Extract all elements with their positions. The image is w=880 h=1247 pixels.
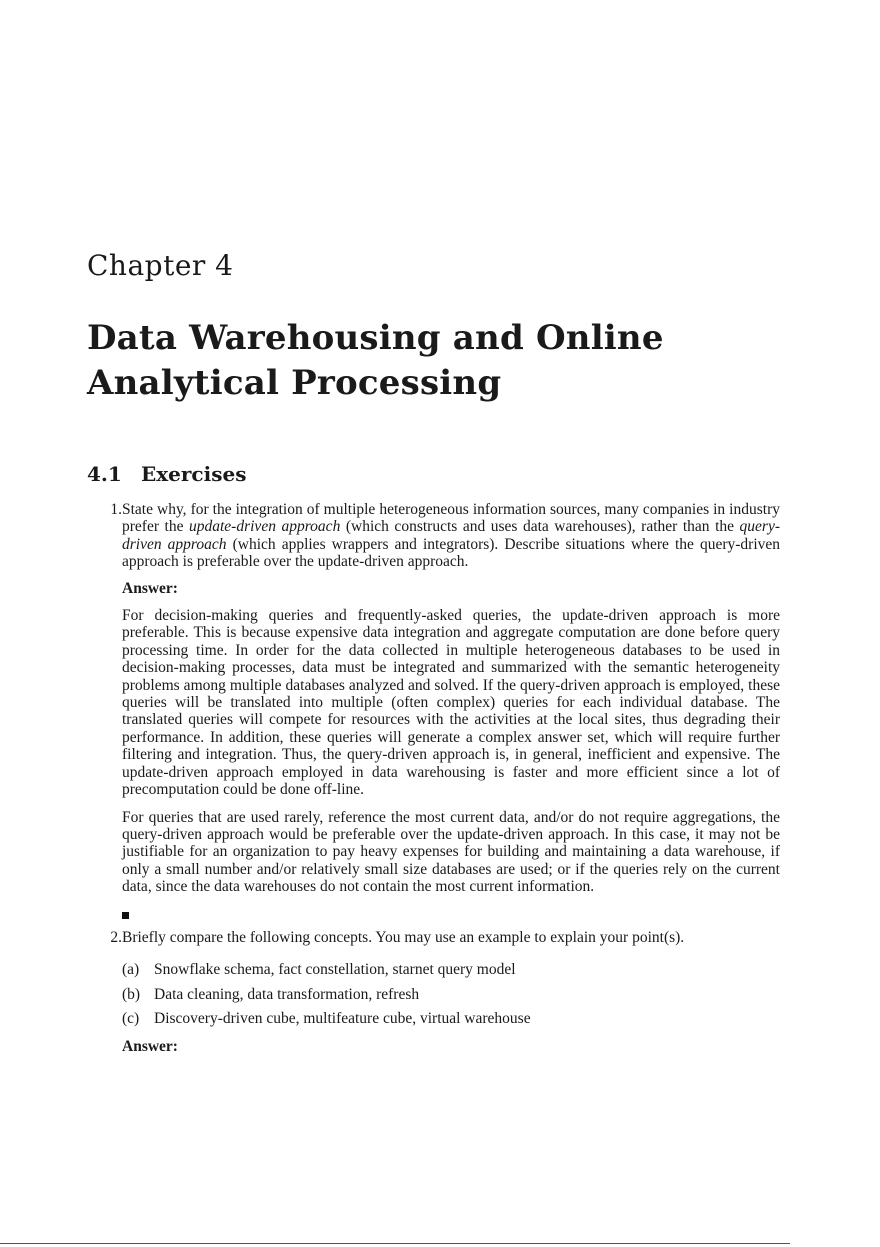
sub-item (122, 1010, 780, 1027)
question-emphasis: update-driven approach (189, 518, 341, 536)
section-number: 4.1 (87, 462, 122, 486)
sub-item-label: (c) (122, 1010, 140, 1028)
exercise-item-2 (100, 929, 780, 1055)
section-heading (87, 460, 246, 488)
section-title: Exercises (141, 462, 247, 486)
exercise-number: 2. (110, 929, 122, 946)
answer-paragraph: For queries that are used rarely, reference the most current data, and/or do not require aggregations, the query-driven approach would be preferable over the update-driven approach. In this case, it may not be justifiable for an organization to pay heavy expenses for building and maintaining a data warehouse, if only a small number and/or relatively small size databases are used; or if the queries rely on the current data, since the data warehouses do not contain the most current information. (122, 808, 780, 896)
answer-label: Answer: (122, 579, 178, 597)
sub-item-list (122, 961, 780, 1027)
sub-item-label: (a) (122, 961, 140, 979)
exercise-question: Briefly compare the following concepts. You may use an example to explain your point(s). (122, 929, 685, 946)
answer-paragraph: For decision-making queries and frequently-asked queries, the update-driven approach is more preferable. This is because expensive data integration and aggregate computation are done before query processing time. In order for the data collected in multiple heterogeneous databases to be used in decision-making processes, data must be integrated and summarized with the semantic heterogeneity problems among multiple databases analyzed and solved. If the query-driven approach is employed, these queries will be translated into multiple (often complex) queries for each individual database. The translated queries will compete for resources with the activities at the local sites, thus degrading their performance. In addition, these queries will generate a complex answer set, which will require further filtering and integration. Thus, the query-driven approach is, in general, inefficient and expensive. The update-driven approach employed in data warehousing is faster and more efficient since a lot of precomputation could be done off-line. (122, 607, 780, 799)
sub-item-text: Discovery-driven cube, multifeature cube, virtual warehouse (154, 1010, 531, 1028)
chapter-title (87, 316, 807, 406)
chapter-label: Chapter 4 (87, 249, 234, 282)
sub-item-label: (b) (122, 985, 141, 1003)
question-text: (which constructs and uses data warehouses), rather than the (340, 518, 740, 536)
question-text: State why, for the integration of multiple heterogeneous information sources, many companies in industry prefer the (122, 501, 780, 536)
exercise-number: 1. (110, 501, 122, 518)
sub-item-text: Data cleaning, data transformation, refresh (154, 985, 420, 1003)
chapter-title-line-2: Analytical Processing (87, 363, 502, 403)
answer-label: Answer: (122, 1037, 178, 1055)
sub-item (122, 961, 780, 978)
question-emphasis: query-driven approach (122, 518, 780, 553)
sub-item (122, 986, 780, 1003)
exercise-question (122, 501, 780, 571)
sub-item-text: Snowflake schema, fact constellation, starnet query model (154, 961, 516, 979)
exercise-item-1 (100, 501, 780, 919)
question-text: (which applies wrappers and integrators). Describe situations where the query-driven approach is preferable over the update-driven approach. (122, 535, 781, 571)
chapter-title-line-1: Data Warehousing and Online (87, 318, 664, 358)
end-of-proof-marker (122, 912, 129, 919)
footer-rule (0, 1243, 790, 1244)
